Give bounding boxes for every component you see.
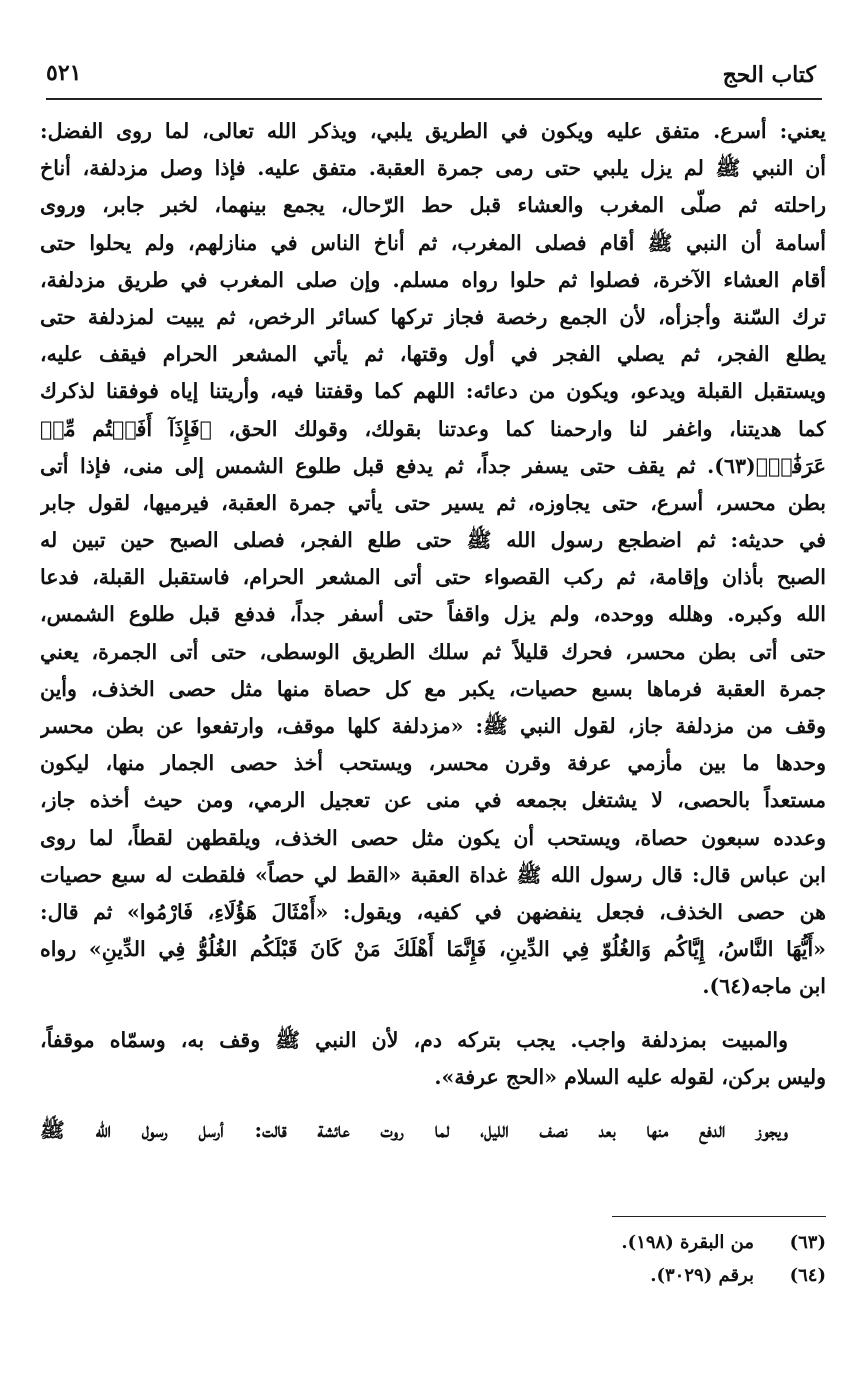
footnote-rule [612, 1216, 826, 1217]
body-text [40, 113, 826, 1149]
text-line: جمرة العقبة فرماها بسبع حصيات، يكبر مع كل حصاة منها مثل حصى الخذف، وأين [40, 676, 826, 701]
text-line: وحدها ما بين مأزمي عرفة وقرن محسر، ويستحب أخذ حصى الجمار منها، ليكون [40, 751, 826, 776]
text-line: والمبيت بمزدلفة واجب. يجب بتركه دم، لأن النبي ﷺ وقف به، وسمّاه موقفاً، [40, 1027, 788, 1052]
text-line: وقف من مزدلفة جاز، لقول النبي ﷺ: «مزدلفة كلها موقف، وارتفعوا عن بطن محسر [40, 714, 826, 738]
footnote-number: (٦٤) [789, 1265, 826, 1286]
text-line: هن حصى الخذف، فجعل ينفضهن في كفيه، ويقول: «أَمْثَالَ هَؤُلَاءِ، فَارْمُوا» ثم قال: [40, 899, 826, 924]
footnote-text: من البقرة (١٩٨). [621, 1232, 754, 1253]
text-line: ابن ماجه(٦٤). [702, 974, 826, 999]
footnote [440, 1226, 826, 1259]
footnote [440, 1259, 826, 1292]
text-line: ويجوز الدفع منها بعد نصف الليل، لما روت عائشة قالت: أرسل رسول الله ﷺ [40, 1117, 788, 1142]
footnote-number: (٦٣) [789, 1232, 826, 1253]
text-line: الصبح بأذان وإقامة، ثم ركب القصواء حتى أتى المشعر الحرام، فاستقبل القبلة، فدعا [40, 565, 826, 590]
text-line: يعني: أسرع. متفق عليه ويكون في الطريق يلبي، ويذكر الله تعالى، لما روى الفضل: [40, 119, 826, 143]
paragraph [40, 1112, 826, 1149]
text-line: وليس بركن، لقوله عليه السلام «الحج عرفة». [434, 1064, 826, 1089]
header-rule [46, 98, 822, 100]
text-line: ويستقبل القبلة ويدعو، ويكون من دعائه: اللهم كما وقفتنا فيه، وأريتنا إياه فوفقنا لذكرك [40, 379, 826, 404]
page-header [46, 58, 816, 88]
text-line: في حديثه: ثم اضطجع رسول الله ﷺ حتى طلع الفجر، فصلى الصبح حين تبين له [40, 528, 826, 553]
text-line: حتى أتى بطن محسر، فحرك قليلاً ثم سلك الطريق الوسطى، حتى أتى الجمرة، يعني [40, 639, 826, 664]
text-line: راحلته ثم صلّى المغرب والعشاء قبل حط الرّحال، يجمع بينهما، لخبر جابر، وروى [40, 193, 826, 218]
text-line: أقام العشاء الآخرة، فصلوا ثم حلوا رواه مسلم. وإن صلى المغرب في طريق مزدلفة، [40, 267, 826, 292]
text-line: يطلع الفجر، ثم يصلي الفجر في أول وقتها، ثم يأتي المشعر الحرام فيقف عليه، [40, 342, 826, 367]
text-line: بطن محسر، أسرع، حتى يجاوزه، ثم يسير حتى يأتي جمرة العقبة، فيرميها، لقول جابر [40, 490, 826, 515]
footnotes [440, 1226, 826, 1292]
text-line: مستعداً بالحصى، لا يشتغل بجمعه في منى عن تعجيل الرمي، ومن حيث أخذه جاز، [40, 788, 826, 813]
running-title: كتاب الحج [722, 62, 816, 88]
text-line: وعدده سبعون حصاة، ويستحب أن يكون مثل حصى الخذف، ويلقطهن لقطاً، لما روى [40, 825, 826, 850]
text-line: أن النبي ﷺ لم يزل يلبي حتى رمى جمرة العقبة. متفق عليه. فإذا وصل مزدلفة، أناخ [40, 156, 826, 181]
paragraph-gap [40, 1096, 826, 1112]
text-line: أسامة أن النبي ﷺ أقام فصلى المغرب، ثم أناخ الناس في منازلهم، ولم يحلوا حتى [40, 230, 826, 255]
text-line: الله وكبره. وهلله ووحده، ولم يزل واقفاً حتى أسفر جداً، فدفع قبل طلوع الشمس، [40, 602, 826, 627]
text-line: عَرَفَٰتٖ﴾(٦٣). ثم يقف حتى يسفر جداً، ثم يدفع قبل طلوع الشمس إلى منى، فإذا أتى [40, 453, 826, 478]
text-line: كما هديتنا، واغفر لنا وارحمنا كما وعدتنا بقولك، وقولك الحق، ﴿فَإِذَآ أَفَضۡتُم مِّنۡ [40, 416, 826, 441]
footnote-text: برقم (٣٠٢٩). [650, 1265, 754, 1286]
page-number: ٥٢١ [46, 60, 82, 86]
text-line: «أَيُّهَا النَّاسُ، إِيَّاكُم وَالغُلُوّ فِي الدِّينِ، فَإِنَّمَا أَهْلَكَ مَنْ كَانَ قَبْلَكُم الغُلُوُّ فِي الدِّينِ» رواه [40, 937, 826, 962]
paragraph [40, 1022, 826, 1096]
text-line: ترك السّنة وأجزأه، لأن الجمع رخصة فجاز تركها كسائر الرخص، ثم يبيت لمزدلفة حتى [40, 304, 826, 329]
paragraph [40, 113, 826, 1006]
paragraph-gap [40, 1006, 826, 1022]
text-line: ابن عباس قال: قال رسول الله ﷺ غداة العقبة «القط لي حصاً» فلقطت له سبع حصيات [40, 862, 826, 887]
